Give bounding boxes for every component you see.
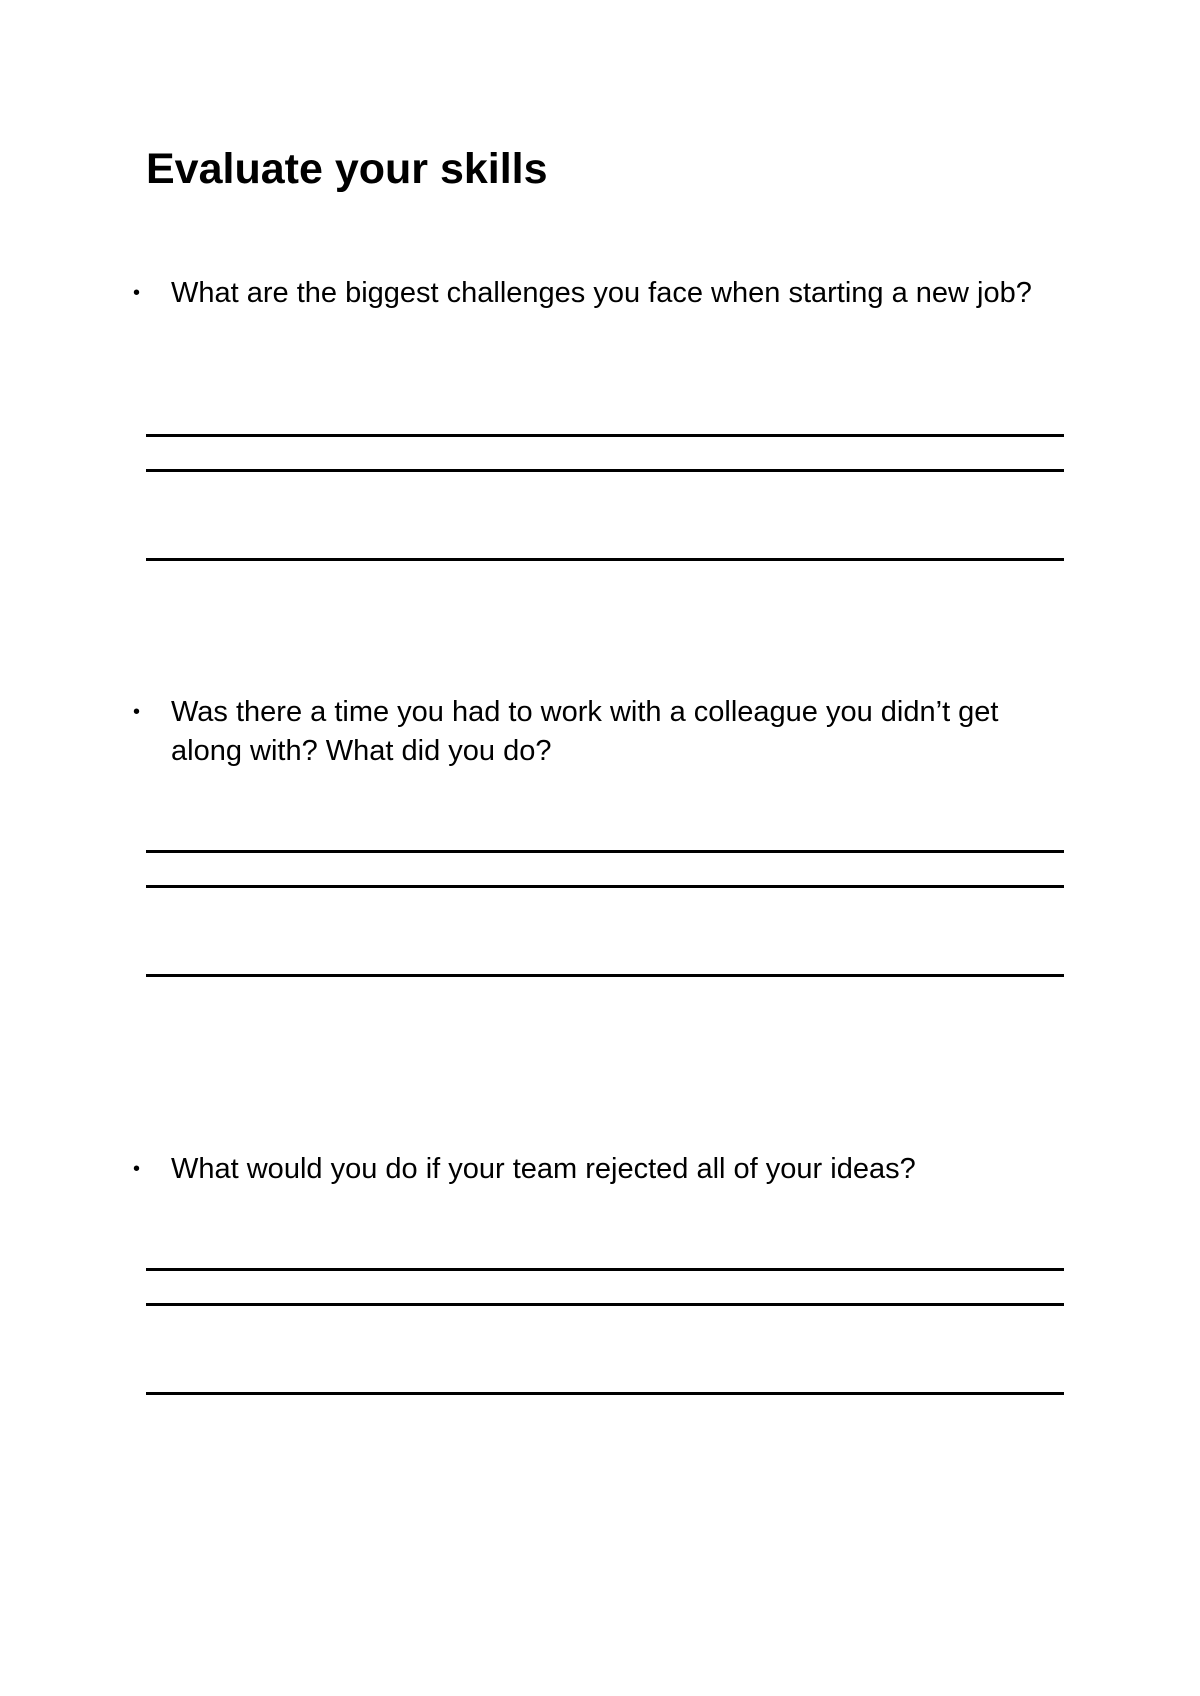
question-text: What are the biggest challenges you face when starting a new job?	[171, 277, 1032, 309]
answer-line[interactable]	[146, 434, 1064, 437]
bullet-icon: •	[133, 282, 141, 304]
answer-line[interactable]	[146, 1392, 1064, 1395]
question-text: Was there a time you had to work with a colleague you didn’t get along with? What did you do?	[171, 696, 999, 767]
answer-line[interactable]	[146, 558, 1064, 561]
bullet-icon: •	[133, 1158, 141, 1180]
answer-line[interactable]	[146, 974, 1064, 977]
answer-line[interactable]	[146, 1303, 1064, 1306]
page-title: Evaluate your skills	[146, 145, 548, 193]
question-text: What would you do if your team rejected all of your ideas?	[171, 1153, 916, 1185]
answer-line[interactable]	[146, 885, 1064, 888]
question-1	[133, 274, 1066, 313]
bullet-icon: •	[133, 701, 141, 723]
question-3	[133, 1150, 1066, 1189]
answer-line[interactable]	[146, 850, 1064, 853]
question-2	[133, 693, 1066, 771]
answer-line[interactable]	[146, 469, 1064, 472]
answer-line[interactable]	[146, 1268, 1064, 1271]
